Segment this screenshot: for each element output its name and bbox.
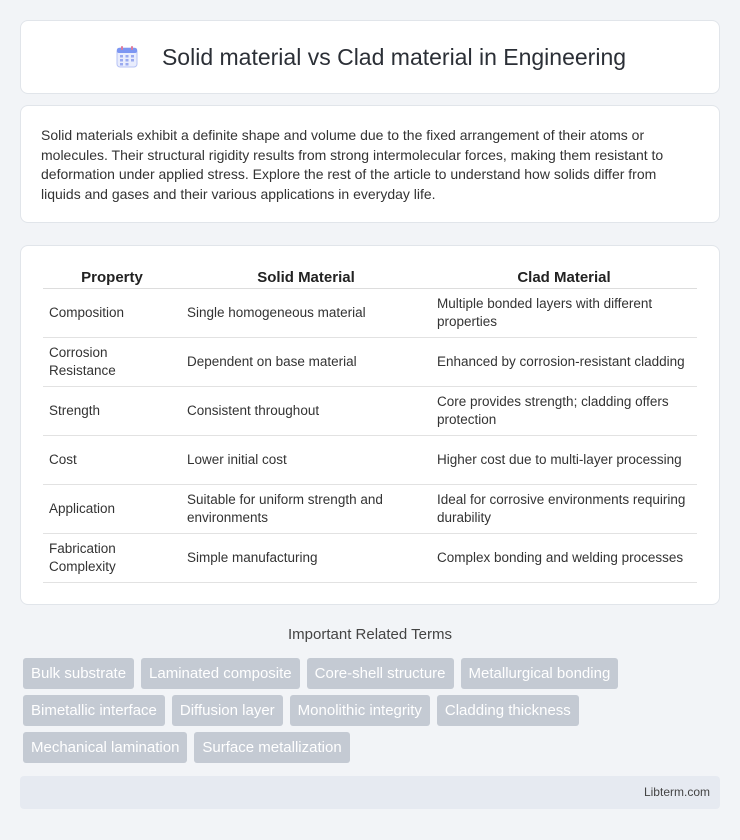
tag-diffusion-layer[interactable]: Diffusion layer [172,695,283,726]
tag-cladding-thickness[interactable]: Cladding thickness [437,695,579,726]
related-terms-heading: Important Related Terms [288,626,452,643]
intro-paragraph: Solid materials exhibit a definite shape and volume due to the fixed arrangement of their atoms or molecules. Their structural rigidity results from strong intermolecular forces, making them resistant to deformation under applied stress. Explore the rest of the article to understand how solids differ from liquids and gases and their various applications in everyday life. [41,127,664,202]
tag-bimetallic-interface[interactable]: Bimetallic interface [23,695,165,726]
header-clad: Clad Material [431,266,697,289]
title-card [20,20,720,94]
tag-metallurgical-bonding[interactable]: Metallurgical bonding [461,658,619,689]
cell-clad: Higher cost due to multi-layer processing [431,436,697,485]
tag-row [23,695,723,726]
footer [20,776,720,809]
comparison-card [20,245,720,605]
cell-property: Strength [43,387,181,436]
cell-property: Application [43,485,181,534]
cell-clad: Ideal for corrosive environments requiring durability [431,485,697,534]
table-header-row [43,266,697,289]
calendar-icon [114,44,140,70]
cell-solid: Lower initial cost [181,436,431,485]
cell-solid: Simple manufacturing [181,534,431,583]
cell-clad: Core provides strength; cladding offers protection [431,387,697,436]
tag-bulk-substrate[interactable]: Bulk substrate [23,658,134,689]
cell-property: Cost [43,436,181,485]
table-row [43,387,697,436]
cell-clad: Enhanced by corrosion-resistant cladding [431,338,697,387]
tag-laminated-composite[interactable]: Laminated composite [141,658,300,689]
header-property: Property [43,266,181,289]
cell-solid: Single homogeneous material [181,289,431,338]
tag-row [23,658,723,689]
cell-property: Corrosion Resistance [43,338,181,387]
cell-property: Composition [43,289,181,338]
header-solid: Solid Material [181,266,431,289]
table-row [43,534,697,583]
intro-card [20,105,720,223]
tag-surface-metallization[interactable]: Surface metallization [194,732,349,763]
cell-property: Fabrication Complexity [43,534,181,583]
comparison-table [43,266,697,583]
table-row [43,289,697,338]
table-row [43,436,697,485]
related-terms-list [23,658,723,769]
tag-mechanical-lamination[interactable]: Mechanical lamination [23,732,187,763]
cell-clad: Complex bonding and welding processes [431,534,697,583]
tag-row [23,732,723,763]
tag-core-shell-structure[interactable]: Core-shell structure [307,658,454,689]
cell-solid: Dependent on base material [181,338,431,387]
cell-solid: Suitable for uniform strength and environments [181,485,431,534]
table-row [43,338,697,387]
tag-monolithic-integrity[interactable]: Monolithic integrity [290,695,430,726]
cell-solid: Consistent throughout [181,387,431,436]
page-title: Solid material vs Clad material in Engineering [161,43,627,70]
table-row [43,485,697,534]
footer-site-link[interactable]: Libterm.com [643,785,710,799]
cell-clad: Multiple bonded layers with different properties [431,289,697,338]
